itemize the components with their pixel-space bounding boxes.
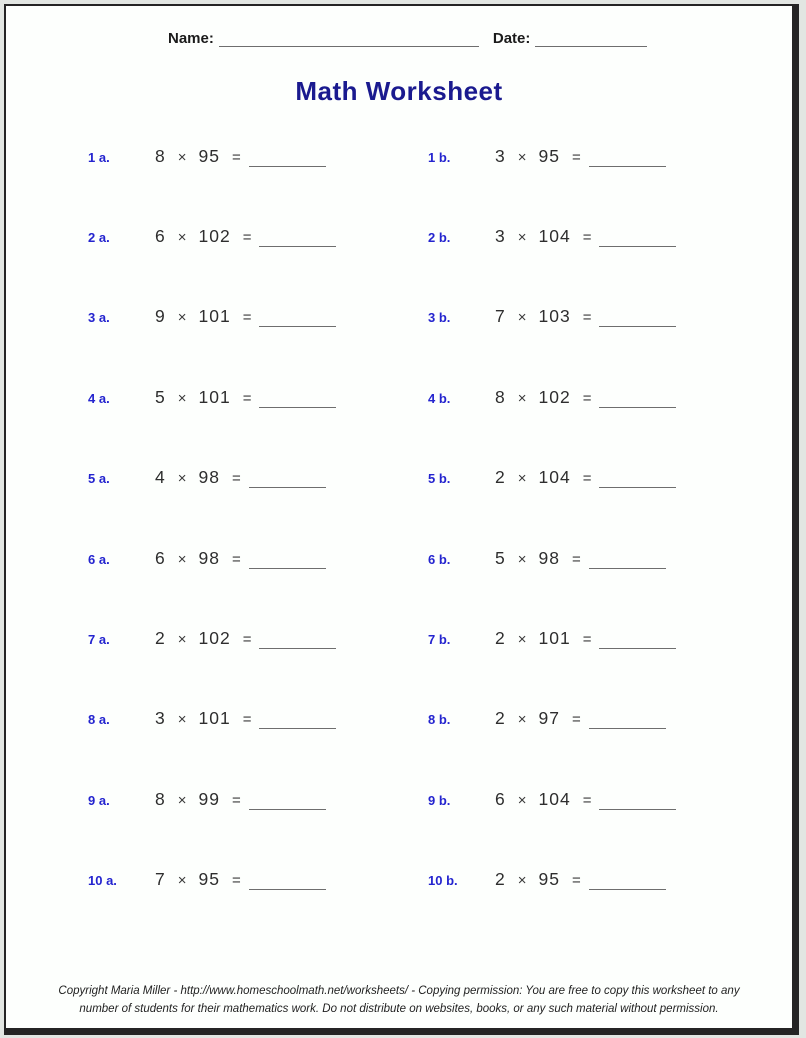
factor1: 5 xyxy=(495,547,506,568)
factor2: 95 xyxy=(538,145,560,166)
factor1: 2 xyxy=(495,708,506,729)
problem-expression xyxy=(155,869,326,890)
factor1: 2 xyxy=(495,467,506,488)
equals-symbol: = xyxy=(571,148,581,166)
answer-blank xyxy=(249,487,326,488)
answer-blank xyxy=(259,648,336,649)
factor1: 3 xyxy=(155,708,166,729)
problem-expression xyxy=(495,226,676,247)
copyright-line-1: Copyright Maria Miller - http://www.homeschoolmath.net/worksheets/ - Copying permission: You are free to copy this worksheet to any xyxy=(58,985,740,998)
problem-item xyxy=(428,146,792,167)
factor1: 8 xyxy=(155,145,166,166)
problem-expression xyxy=(155,548,326,569)
problem-number-label: 7 a. xyxy=(88,632,110,648)
answer-blank xyxy=(249,166,326,167)
times-symbol: × xyxy=(517,389,527,407)
problem-item xyxy=(88,548,428,569)
equals-symbol: = xyxy=(582,309,592,327)
equals-symbol: = xyxy=(582,791,592,809)
equals-symbol: = xyxy=(242,229,252,247)
equals-symbol: = xyxy=(571,550,581,568)
equals-symbol: = xyxy=(582,389,592,407)
answer-blank xyxy=(589,568,666,569)
date-blank-line xyxy=(535,46,647,47)
problem-number-label: 1 b. xyxy=(428,149,451,165)
factor1: 2 xyxy=(495,869,506,890)
factor2: 102 xyxy=(198,628,231,649)
times-symbol: × xyxy=(177,470,187,488)
problem-expression xyxy=(155,467,326,488)
problem-number-label: 6 a. xyxy=(88,551,110,567)
problem-item xyxy=(88,306,428,327)
problem-item xyxy=(428,548,792,569)
answer-blank xyxy=(599,407,676,408)
answer-blank xyxy=(249,568,326,569)
problem-expression xyxy=(155,387,336,408)
problem-item xyxy=(88,226,428,247)
factor2: 99 xyxy=(198,788,220,809)
problem-item xyxy=(88,467,428,488)
factor1: 4 xyxy=(155,467,166,488)
times-symbol: × xyxy=(177,389,187,407)
name-blank-line xyxy=(219,46,479,47)
times-symbol: × xyxy=(177,872,187,890)
problem-number-label: 3 b. xyxy=(428,310,451,326)
times-symbol: × xyxy=(177,309,187,327)
problem-number-label: 9 b. xyxy=(428,792,451,808)
equals-symbol: = xyxy=(582,229,592,247)
problem-expression xyxy=(155,789,326,810)
answer-blank xyxy=(599,246,676,247)
problem-number-label: 8 b. xyxy=(428,712,451,728)
problem-expression xyxy=(495,628,676,649)
factor1: 7 xyxy=(495,306,506,327)
factor2: 95 xyxy=(538,869,560,890)
factor1: 2 xyxy=(495,628,506,649)
answer-blank xyxy=(259,326,336,327)
factor2: 98 xyxy=(198,467,220,488)
factor2: 98 xyxy=(198,547,220,568)
problem-item xyxy=(428,387,792,408)
problem-expression xyxy=(495,146,666,167)
problem-item xyxy=(88,869,428,890)
problem-item xyxy=(428,467,792,488)
problem-item xyxy=(428,628,792,649)
problem-expression xyxy=(155,306,336,327)
times-symbol: × xyxy=(177,791,187,809)
problem-item xyxy=(428,306,792,327)
problem-expression xyxy=(495,869,666,890)
problem-item xyxy=(428,226,792,247)
problem-number-label: 5 b. xyxy=(428,471,451,487)
problem-expression xyxy=(495,548,666,569)
times-symbol: × xyxy=(517,872,527,890)
equals-symbol: = xyxy=(231,148,241,166)
factor2: 103 xyxy=(538,306,571,327)
factor2: 97 xyxy=(538,708,560,729)
equals-symbol: = xyxy=(231,791,241,809)
problem-expression xyxy=(155,146,326,167)
equals-symbol: = xyxy=(242,389,252,407)
answer-blank xyxy=(259,728,336,729)
factor1: 6 xyxy=(155,226,166,247)
equals-symbol: = xyxy=(582,470,592,488)
times-symbol: × xyxy=(177,229,187,247)
problem-number-label: 10 b. xyxy=(428,873,458,889)
equals-symbol: = xyxy=(582,631,592,649)
factor1: 8 xyxy=(155,788,166,809)
problem-expression xyxy=(155,226,336,247)
factor1: 3 xyxy=(495,145,506,166)
factor2: 101 xyxy=(538,628,571,649)
problem-number-label: 2 b. xyxy=(428,230,451,246)
answer-blank xyxy=(599,809,676,810)
problem-expression xyxy=(155,708,336,729)
answer-blank xyxy=(599,487,676,488)
problem-item xyxy=(428,789,792,810)
problem-item xyxy=(88,628,428,649)
problem-item xyxy=(88,146,428,167)
equals-symbol: = xyxy=(571,872,581,890)
factor1: 7 xyxy=(155,869,166,890)
problem-expression xyxy=(495,708,666,729)
problem-number-label: 1 a. xyxy=(88,149,110,165)
factor1: 2 xyxy=(155,628,166,649)
problem-number-label: 2 a. xyxy=(88,230,110,246)
factor2: 104 xyxy=(538,467,571,488)
times-symbol: × xyxy=(517,470,527,488)
equals-symbol: = xyxy=(231,550,241,568)
answer-blank xyxy=(249,809,326,810)
equals-symbol: = xyxy=(242,711,252,729)
times-symbol: × xyxy=(517,148,527,166)
problems-grid xyxy=(6,116,792,920)
problem-number-label: 4 b. xyxy=(428,390,451,406)
times-symbol: × xyxy=(517,309,527,327)
problem-number-label: 10 a. xyxy=(88,873,117,889)
problem-item xyxy=(88,387,428,408)
worksheet-page xyxy=(4,4,799,1035)
factor1: 3 xyxy=(495,226,506,247)
factor2: 102 xyxy=(198,226,231,247)
problem-expression xyxy=(495,306,676,327)
answer-blank xyxy=(599,648,676,649)
problem-number-label: 3 a. xyxy=(88,310,110,326)
problem-item xyxy=(88,708,428,729)
problem-item xyxy=(428,708,792,729)
factor1: 6 xyxy=(155,547,166,568)
date-label: Date: xyxy=(492,30,531,47)
problem-item xyxy=(428,869,792,890)
times-symbol: × xyxy=(517,631,527,649)
factor2: 95 xyxy=(198,145,220,166)
times-symbol: × xyxy=(177,148,187,166)
problem-expression xyxy=(495,387,676,408)
times-symbol: × xyxy=(517,791,527,809)
problem-number-label: 8 a. xyxy=(88,712,110,728)
factor1: 9 xyxy=(155,306,166,327)
times-symbol: × xyxy=(517,711,527,729)
page-title: Math Worksheet xyxy=(295,76,503,106)
factor2: 104 xyxy=(538,788,571,809)
answer-blank xyxy=(589,166,666,167)
problem-expression xyxy=(495,789,676,810)
answer-blank xyxy=(599,326,676,327)
worksheet-header xyxy=(6,6,792,47)
answer-blank xyxy=(589,889,666,890)
factor2: 102 xyxy=(538,386,571,407)
answer-blank xyxy=(259,407,336,408)
problem-number-label: 5 a. xyxy=(88,471,110,487)
times-symbol: × xyxy=(177,550,187,568)
problem-number-label: 6 b. xyxy=(428,551,451,567)
factor1: 5 xyxy=(155,386,166,407)
factor2: 104 xyxy=(538,226,571,247)
equals-symbol: = xyxy=(231,470,241,488)
problem-expression xyxy=(495,467,676,488)
factor1: 6 xyxy=(495,788,506,809)
answer-blank xyxy=(259,246,336,247)
times-symbol: × xyxy=(517,229,527,247)
times-symbol: × xyxy=(177,711,187,729)
problem-expression xyxy=(155,628,336,649)
problem-number-label: 9 a. xyxy=(88,792,110,808)
equals-symbol: = xyxy=(231,872,241,890)
factor2: 101 xyxy=(198,708,231,729)
answer-blank xyxy=(589,728,666,729)
copyright-footer xyxy=(6,983,792,1019)
times-symbol: × xyxy=(177,631,187,649)
factor2: 101 xyxy=(198,386,231,407)
equals-symbol: = xyxy=(571,711,581,729)
factor1: 8 xyxy=(495,386,506,407)
factor2: 101 xyxy=(198,306,231,327)
name-label: Name: xyxy=(168,30,214,47)
equals-symbol: = xyxy=(242,309,252,327)
problem-number-label: 7 b. xyxy=(428,632,451,648)
copyright-line-2: number of students for their mathematics work. Do not distribute on websites, books, or any such material without permission. xyxy=(79,1003,719,1016)
answer-blank xyxy=(249,889,326,890)
times-symbol: × xyxy=(517,550,527,568)
problem-number-label: 4 a. xyxy=(88,390,110,406)
factor2: 98 xyxy=(538,547,560,568)
problem-item xyxy=(88,789,428,810)
factor2: 95 xyxy=(198,869,220,890)
equals-symbol: = xyxy=(242,631,252,649)
